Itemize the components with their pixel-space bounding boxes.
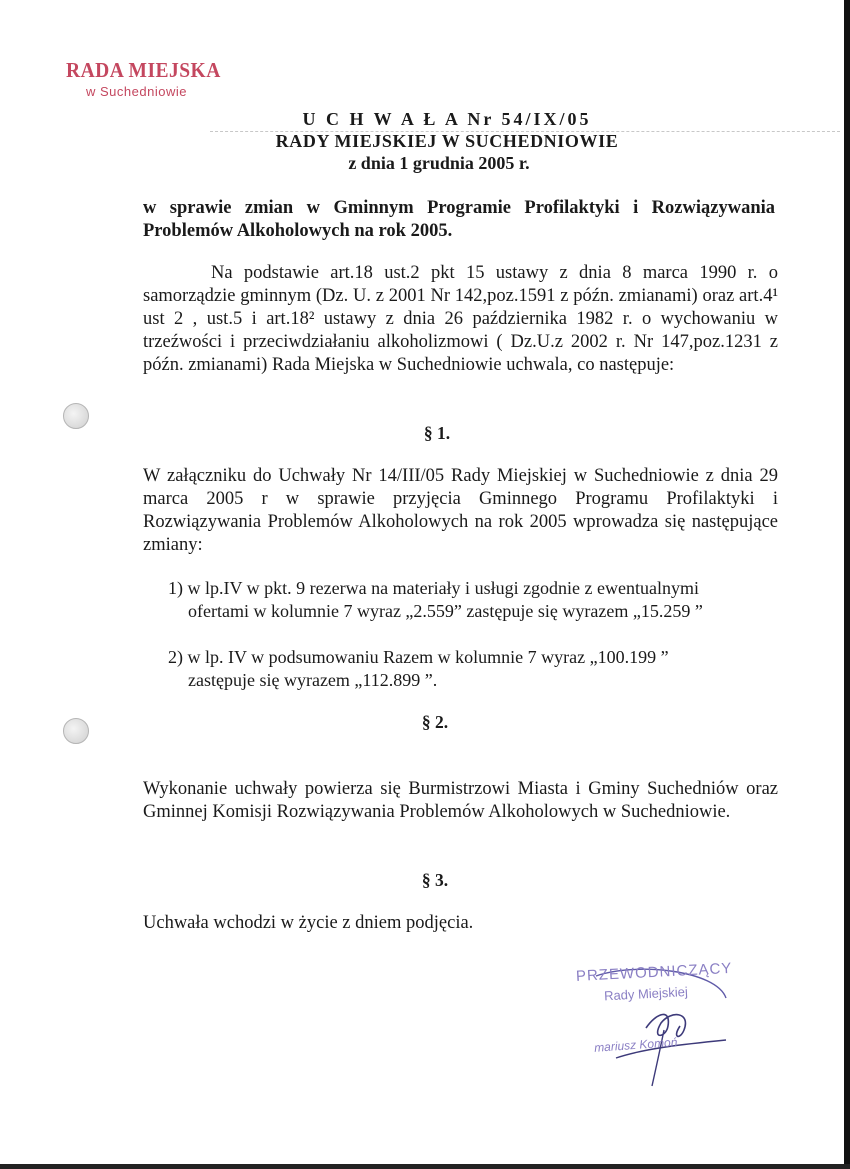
signature-stamp-title: PRZEWODNICZĄCY bbox=[575, 959, 733, 985]
list-item bbox=[168, 577, 758, 623]
legal-basis-paragraph: Na podstawie art.18 ust.2 pkt 15 ustawy z dnia 8 marca 1990 r. o samorządzie gminnym (Dz. U. z 2001 Nr 142,poz.1591 z późn. zmianami) oraz art.4¹ ust 2 , ust.5 i art.18² ustawy z dnia 26 października 1982 r. o wychowaniu w trzeźwości i przeciwdziałaniu alkoholizmowi ( Dz.U.z 2002 r. Nr 147,poz.1231 z późn. zmianami) Rada Miejska w Suchedniowie uchwala, co następuje: bbox=[143, 263, 778, 375]
list-item-line2: ofertami w kolumnie 7 wyraz „2.559” zastępuje się wyrazem „15.259 ” bbox=[188, 601, 703, 621]
signature-stamp-name: mariusz Komoń bbox=[593, 1035, 678, 1055]
section-2-heading: § 2. bbox=[421, 712, 449, 732]
list-item-line1: 1) w lp.IV w pkt. 9 rezerwa na materiały i usługi zgodnie z ewentualnymi bbox=[168, 578, 700, 598]
section-2-text: Wykonanie uchwały powierza się Burmistrzowi Miasta i Gminy Suchedniów oraz Gminnej Komisji Rozwiązywania Problemów Alkoholowych w Suchedniowie. bbox=[143, 779, 778, 822]
scan-edge-right bbox=[844, 0, 850, 1169]
chairman-signature-stamp bbox=[575, 959, 733, 1055]
resolution-date: z dnia 1 grudnia 2005 r. bbox=[348, 153, 530, 173]
list-item-line1: 2) w lp. IV w podsumowaniu Razem w kolumnie 7 wyraz „100.199 ” bbox=[168, 647, 669, 667]
section-1-heading: § 1. bbox=[423, 423, 451, 443]
resolution-body: RADY MIEJSKIEJ W SUCHEDNIOWIE bbox=[275, 131, 619, 151]
signature-stamp-subtitle: Rady Miejskiej bbox=[603, 983, 689, 1004]
council-stamp bbox=[66, 58, 232, 99]
council-stamp-line2: w Suchedniowie bbox=[86, 84, 187, 99]
scan-edge-bottom bbox=[0, 1164, 850, 1169]
section-1-text: W załączniku do Uchwały Nr 14/III/05 Rady Miejskiej w Suchedniowie z dnia 29 marca 2005 r w sprawie przyjęcia Gminnego Programu Profilaktyki i Rozwiązywania Problemów Alkoholowych na rok 2005 wprowadza się następujące zmiany: bbox=[143, 466, 778, 555]
council-stamp-line1: RADA MIEJSKA bbox=[66, 58, 221, 82]
list-item-line2: zastępuje się wyrazem „112.899 ”. bbox=[188, 670, 438, 690]
resolution-title: U C H W A Ł A Nr 54/IX/05 bbox=[302, 109, 592, 129]
list-item bbox=[168, 646, 758, 692]
section-3-text: Uchwała wchodzi w życie z dniem podjęcia. bbox=[143, 913, 474, 933]
resolution-subject: w sprawie zmian w Gminnym Programie Profilaktyki i Rozwiązywania Problemów Alkoholowych na rok 2005. bbox=[143, 198, 775, 241]
section-3-heading: § 3. bbox=[421, 870, 449, 890]
